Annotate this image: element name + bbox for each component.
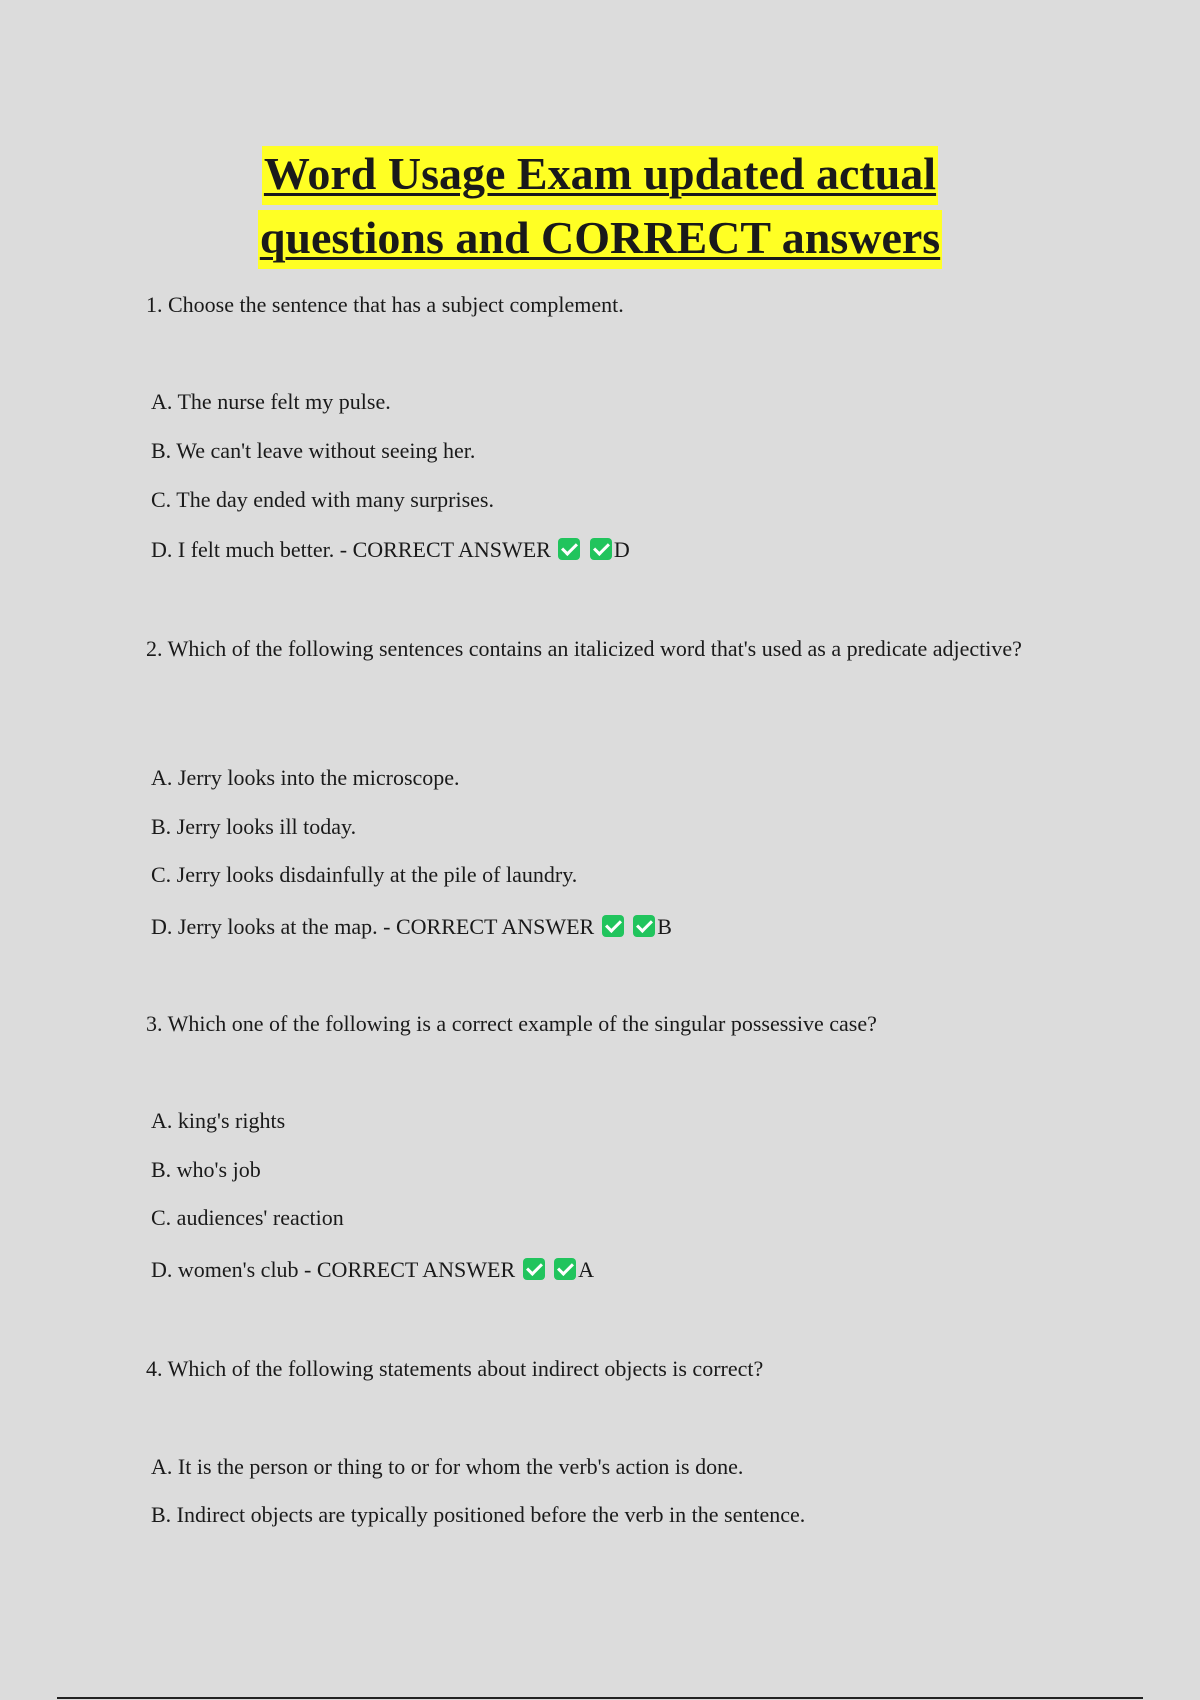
check-mark-icon [602,915,624,937]
question-4-option-b: B. Indirect objects are typically positioned before the verb in the sentence. [151,1502,806,1527]
question-2-option-b: B. Jerry looks ill today. [151,814,357,839]
document-title-line-2: questions and CORRECT answers [0,212,1200,264]
question-1-option-b: B. We can't leave without seeing her. [151,438,476,463]
question-3: 3. Which one of the following is a correct example of the singular possessive case? [146,1011,877,1036]
check-mark-icon [554,1258,576,1280]
question-1-option-c: C. The day ended with many surprises. [151,487,494,512]
question-3-option-b: B. who's job [151,1157,261,1182]
question-2-option-d-text: D. Jerry looks at the map. - CORRECT ANSWER [151,914,595,939]
question-2-option-a: A. Jerry looks into the microscope. [151,765,460,790]
question-1-option-d [151,535,630,565]
question-3-option-d-text: D. women's club - CORRECT ANSWER [151,1257,516,1282]
check-mark-icon [523,1258,545,1280]
check-mark-icon [558,538,580,560]
question-3-answer: A [578,1257,595,1282]
document-title-line-1: Word Usage Exam updated actual [0,148,1200,200]
check-mark-icon [590,538,612,560]
question-4: 4. Which of the following statements about indirect objects is correct? [146,1356,764,1381]
question-2-option-d [151,912,672,942]
question-3-option-d [151,1255,594,1285]
question-1-option-a: A. The nurse felt my pulse. [151,389,391,414]
question-3-option-c: C. audiences' reaction [151,1205,344,1230]
footer-divider [57,1697,1143,1699]
question-2-option-c: C. Jerry looks disdainfully at the pile of laundry. [151,862,578,887]
question-1-option-d-text: D. I felt much better. - CORRECT ANSWER [151,537,551,562]
question-1: 1. Choose the sentence that has a subject complement. [146,292,624,317]
question-1-answer: D [613,537,630,562]
question-3-option-a: A. king's rights [151,1108,286,1133]
question-4-option-a: A. It is the person or thing to or for whom the verb's action is done. [151,1454,744,1479]
check-mark-icon [633,915,655,937]
question-2: 2. Which of the following sentences contains an italicized word that's used as a predicate adjective? [146,636,1022,661]
question-2-answer: B [657,914,672,939]
